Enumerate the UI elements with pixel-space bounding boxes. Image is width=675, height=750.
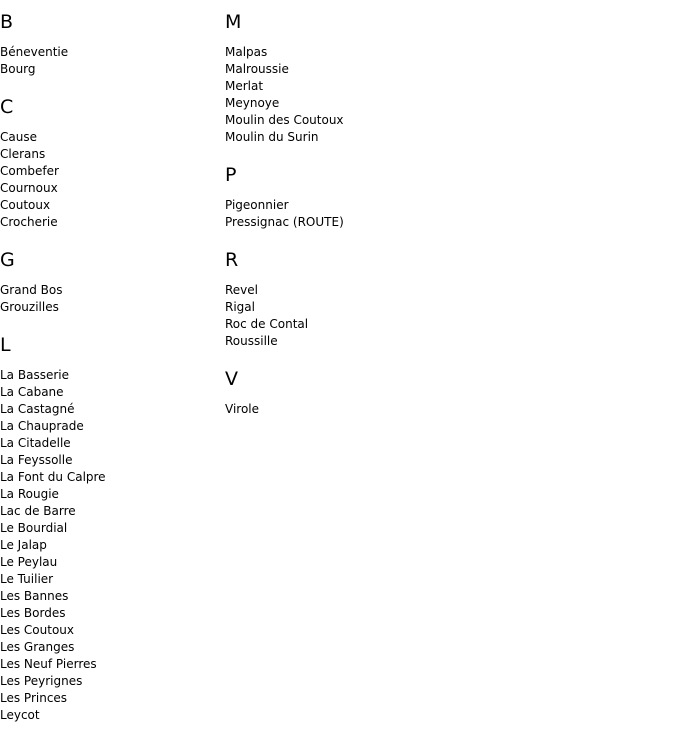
place-link[interactable]: Rigal: [225, 300, 255, 314]
place-link[interactable]: Les Princes: [0, 691, 68, 705]
place-list: [0, 44, 220, 78]
place-link[interactable]: Le Jalap: [0, 538, 47, 552]
place-link[interactable]: Pigeonnier: [225, 198, 289, 212]
place-link[interactable]: Malpas: [225, 45, 268, 59]
section-letter-heading: M: [225, 11, 242, 33]
place-link[interactable]: Merlat: [225, 79, 264, 93]
place-link[interactable]: Les Neuf Pierres: [0, 657, 97, 671]
place-list: [225, 197, 525, 231]
letter-section: [0, 249, 220, 316]
place-link[interactable]: La Feyssolle: [0, 453, 73, 467]
place-link[interactable]: Moulin du Surin: [225, 130, 319, 144]
place-link[interactable]: Grand Bos: [0, 283, 63, 297]
section-letter-heading: V: [225, 368, 238, 390]
place-link[interactable]: Meynoye: [225, 96, 280, 110]
place-list: [225, 44, 525, 146]
place-list: [225, 282, 525, 350]
place-list: [0, 367, 220, 724]
place-link[interactable]: Pressignac (ROUTE): [225, 215, 344, 229]
place-link[interactable]: Cournoux: [0, 181, 58, 195]
place-link[interactable]: Le Tuilier: [0, 572, 54, 586]
place-link[interactable]: Coutoux: [0, 198, 51, 212]
place-link[interactable]: La Citadelle: [0, 436, 71, 450]
left-column: [0, 0, 220, 742]
place-link[interactable]: La Font du Calpre: [0, 470, 106, 484]
section-letter-heading: G: [0, 249, 15, 271]
letter-section: [0, 96, 220, 231]
place-link[interactable]: Clerans: [0, 147, 46, 161]
place-link[interactable]: Roc de Contal: [225, 317, 309, 331]
place-link[interactable]: La Chauprade: [0, 419, 84, 433]
place-link[interactable]: Combefer: [0, 164, 59, 178]
place-link[interactable]: La Rougie: [0, 487, 59, 501]
place-list: [0, 282, 220, 316]
letter-section: [225, 368, 525, 418]
place-link[interactable]: Les Granges: [0, 640, 75, 654]
letter-section: [0, 11, 220, 78]
section-letter-heading: P: [225, 164, 237, 186]
place-list: [225, 401, 525, 418]
place-link[interactable]: Moulin des Coutoux: [225, 113, 344, 127]
letter-section: [225, 249, 525, 350]
place-link[interactable]: Les Coutoux: [0, 623, 75, 637]
letter-section: [0, 334, 220, 724]
section-letter-heading: L: [0, 334, 11, 356]
place-link[interactable]: Le Peylau: [0, 555, 58, 569]
place-link[interactable]: Les Peyrignes: [0, 674, 83, 688]
place-link[interactable]: Crocherie: [0, 215, 58, 229]
section-letter-heading: B: [0, 11, 14, 33]
place-link[interactable]: Le Bourdial: [0, 521, 68, 535]
place-link[interactable]: Revel: [225, 283, 258, 297]
place-link[interactable]: La Cabane: [0, 385, 64, 399]
letter-section: [225, 11, 525, 146]
place-link[interactable]: Roussille: [225, 334, 278, 348]
place-link[interactable]: La Castagné: [0, 402, 75, 416]
place-link[interactable]: Grouzilles: [0, 300, 59, 314]
place-link[interactable]: Les Bannes: [0, 589, 69, 603]
right-column: [225, 0, 525, 436]
place-link[interactable]: Bourg: [0, 62, 36, 76]
place-link[interactable]: Les Bordes: [0, 606, 66, 620]
place-link[interactable]: La Basserie: [0, 368, 69, 382]
place-link[interactable]: Cause: [0, 130, 37, 144]
place-list: [0, 129, 220, 231]
section-letter-heading: C: [0, 96, 14, 118]
letter-section: [225, 164, 525, 231]
place-link[interactable]: Leycot: [0, 708, 40, 722]
place-link[interactable]: Béneventie: [0, 45, 69, 59]
place-link[interactable]: Virole: [225, 402, 260, 416]
place-link[interactable]: Lac de Barre: [0, 504, 76, 518]
place-link[interactable]: Malroussie: [225, 62, 289, 76]
section-letter-heading: R: [225, 249, 239, 271]
